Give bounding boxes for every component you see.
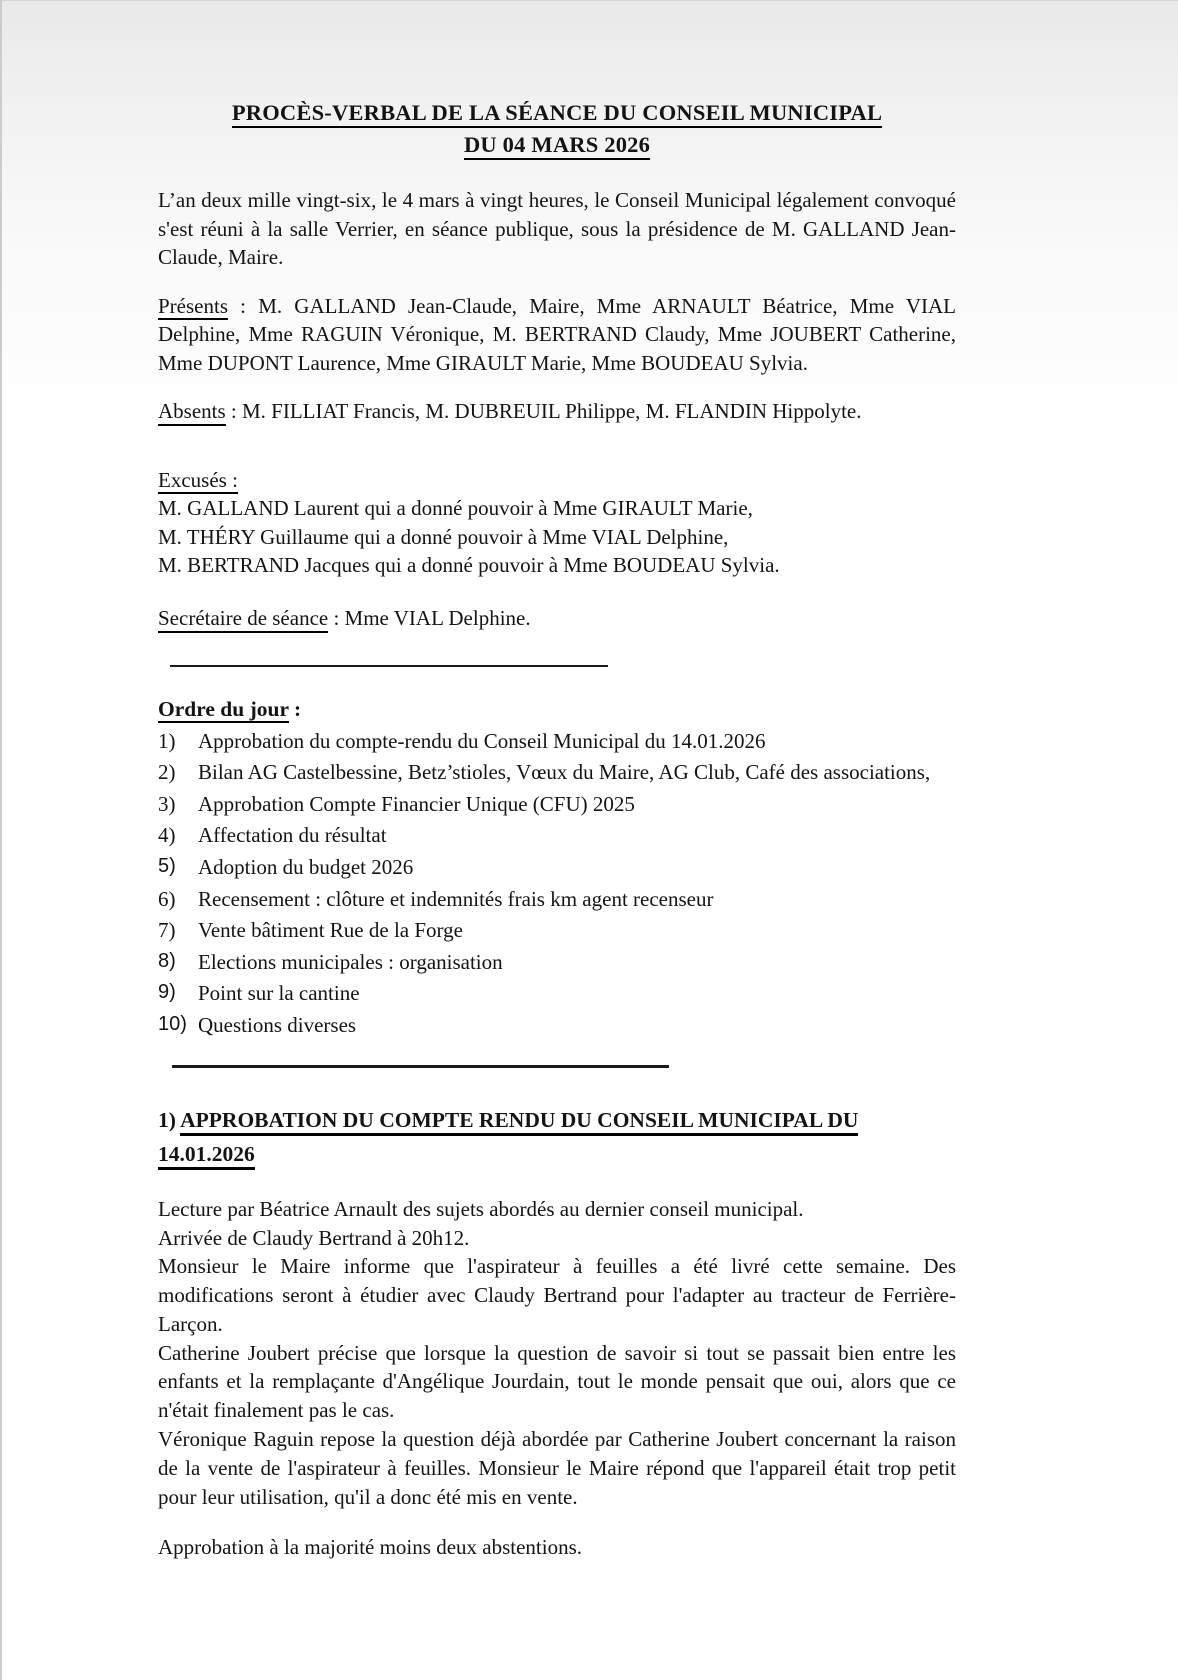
agenda-item	[158, 758, 956, 787]
document-title	[158, 97, 956, 160]
document-content	[2, 1, 1178, 1562]
section-1-number: 1)	[158, 1108, 176, 1133]
agenda-item-text: Elections municipales : organisation	[198, 949, 503, 974]
agenda-item	[158, 853, 956, 882]
presents-paragraph	[158, 292, 956, 378]
agenda-item-number: 3)	[158, 791, 176, 816]
secretary-label: Secrétaire de séance	[158, 606, 328, 633]
excused-member-line: M. THÉRY Guillaume qui a donné pouvoir à Mme VIAL Delphine,	[158, 524, 729, 549]
agenda-item-number: 10)	[158, 1012, 187, 1035]
excused-member-line: M. GALLAND Laurent qui a donné pouvoir à Mme GIRAULT Marie,	[158, 496, 753, 521]
section-1-heading	[158, 1104, 956, 1171]
excused-label: Excusés :	[158, 466, 956, 495]
excused-member-line: M. BERTRAND Jacques qui a donné pouvoir à Mme BOUDEAU Sylvia.	[158, 553, 780, 578]
agenda-item	[158, 727, 956, 756]
excused-list	[158, 494, 956, 580]
agenda-heading-label: Ordre du jour	[158, 697, 289, 724]
agenda-item-text: Bilan AG Castelbessine, Betz’stioles, Vœux du Maire, AG Club, Café des associations,	[198, 760, 931, 785]
intro-paragraph: L’an deux mille vingt-six, le 4 mars à vingt heures, le Conseil Municipal légalement convoqué s'est réuni à la salle Verrier, en séance publique, sous la présidence de M. GALLAND Jean-Claude, Maire.	[158, 188, 956, 270]
secretary-text: : Mme VIAL Delphine.	[328, 606, 531, 631]
agenda-list	[158, 727, 956, 1039]
agenda-item-number: 5)	[158, 854, 176, 877]
section-1-conclusion: Approbation à la majorité moins deux abstentions.	[158, 1535, 582, 1560]
agenda-item-text: Point sur la cantine	[198, 981, 360, 1006]
agenda-item-number: 9)	[158, 981, 176, 1004]
agenda-item	[158, 979, 956, 1008]
agenda-item-text: Vente bâtiment Rue de la Forge	[198, 918, 463, 943]
agenda-item-text: Questions diverses	[198, 1012, 357, 1037]
secretary-line	[158, 604, 956, 633]
section-1-paragraph: Monsieur le Maire informe que l'aspirateur à feuilles a été livré cette semaine. Des modifications seront à étudier avec Claudy Bertrand pour l'adapter au tracteur de Ferrière-Larçon.	[158, 1254, 956, 1336]
agenda-item	[158, 821, 956, 850]
agenda-item	[158, 885, 956, 914]
absents-paragraph	[158, 397, 956, 426]
section-1-title: APPROBATION DU COMPTE RENDU DU CONSEIL MUNICIPAL DU 14.01.2026	[158, 1108, 858, 1169]
section-1-paragraph: Lecture par Béatrice Arnault des sujets abordés au dernier conseil municipal.	[158, 1196, 804, 1221]
absents-label: Absents	[158, 399, 226, 426]
agenda-item-text: Adoption du budget 2026	[198, 854, 414, 879]
separator-line-2	[172, 1065, 669, 1068]
agenda-item-number: 4)	[158, 823, 176, 848]
agenda-item	[158, 1011, 956, 1040]
agenda-item-number: 6)	[158, 886, 176, 911]
agenda-heading-colon: :	[288, 696, 302, 721]
agenda-item	[158, 790, 956, 819]
section-1-paragraph: Véronique Raguin repose la question déjà abordée par Catherine Joubert concernant la raison de la vente de l'aspirateur à feuilles. Monsieur le Maire répond que l'appareil était trop petit pour leur utilisation, qu'il a donc été mis en vente.	[158, 1427, 956, 1509]
agenda-item-number: 7)	[158, 918, 176, 943]
section-1-paragraph: Arrivée de Claudy Bertrand à 20h12.	[158, 1225, 470, 1250]
presents-text: : M. GALLAND Jean-Claude, Maire, Mme ARNAULT Béatrice, Mme VIAL Delphine, Mme RAGUIN Véronique, M. BERTRAND Claudy, Mme JOUBERT Catherine, Mme DUPONT Laurence, Mme GIRAULT Marie, Mme BOUDEAU Sylvia.	[158, 293, 956, 375]
agenda-item-number: 1)	[158, 728, 176, 753]
section-1-paragraph: Catherine Joubert précise que lorsque la question de savoir si tout se passait bien entre les enfants et la remplaçante d'Angélique Jourdain, tout le monde pensait que oui, alors que ce n'était finalement pas le cas.	[158, 1340, 956, 1423]
excused-section	[158, 466, 956, 580]
presents-label: Présents	[158, 294, 228, 321]
agenda-item	[158, 948, 956, 977]
agenda-item	[158, 916, 956, 945]
agenda-item-number: 2)	[158, 760, 176, 785]
agenda-heading	[158, 695, 956, 724]
agenda-item-text: Approbation du compte-rendu du Conseil Municipal du 14.01.2026	[198, 728, 766, 753]
absents-text: : M. FILLIAT Francis, M. DUBREUIL Philippe, M. FLANDIN Hippolyte.	[225, 399, 862, 424]
document-title-line2: DU 04 MARS 2026	[464, 132, 650, 160]
separator-line-1	[170, 665, 608, 667]
agenda-item-number: 8)	[158, 949, 176, 972]
agenda-item-text: Affectation du résultat	[198, 823, 387, 848]
agenda-item-text: Recensement : clôture et indemnités frais km agent recenseur	[198, 886, 714, 911]
section-1-body	[158, 1195, 956, 1511]
document-title-line1: PROCÈS-VERBAL DE LA SÉANCE DU CONSEIL MUNICIPAL	[232, 100, 882, 128]
agenda-item-text: Approbation Compte Financier Unique (CFU) 2025	[198, 791, 635, 816]
